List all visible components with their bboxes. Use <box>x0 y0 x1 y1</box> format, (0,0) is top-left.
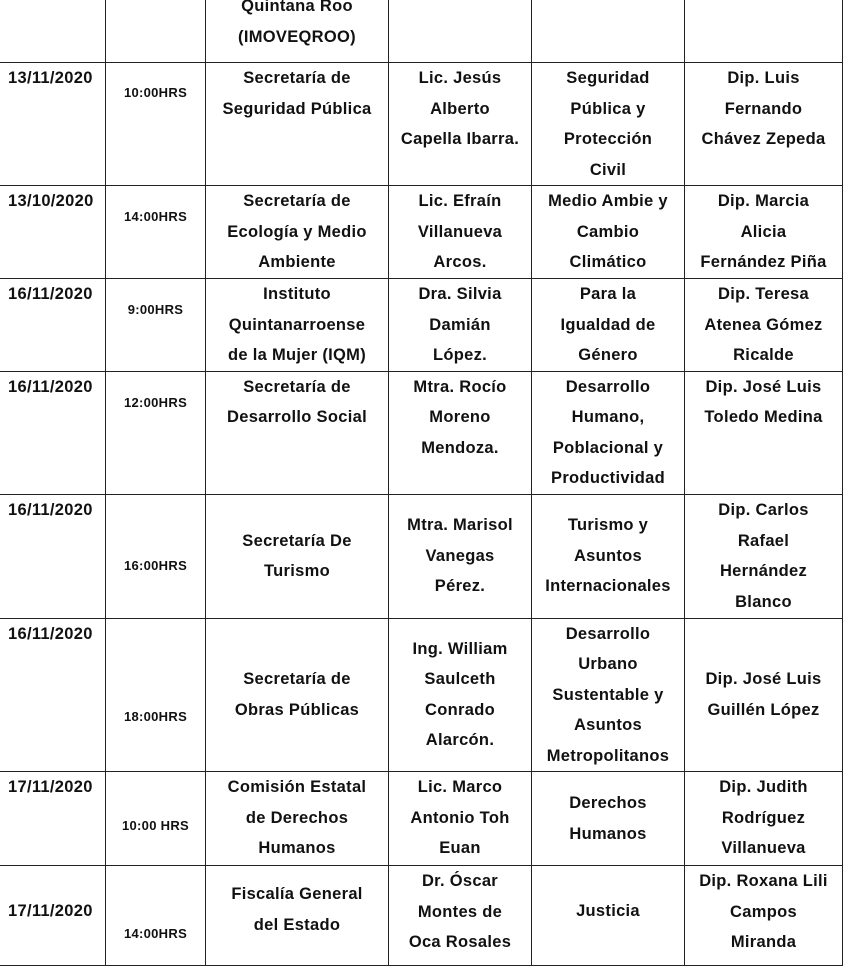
table-row <box>0 494 843 618</box>
table-row <box>0 279 843 372</box>
deputy-line: Atenea Gómez <box>704 315 823 334</box>
time-cell <box>106 279 206 372</box>
official-line: Vanegas <box>425 546 495 565</box>
commission-line: Sustentable y <box>552 685 664 704</box>
official-line: Antonio Toh <box>410 808 510 827</box>
dependency-line: Obras Públicas <box>234 700 360 719</box>
dependency-line: Quintana Roo <box>241 0 353 15</box>
date-cell: 16/11/2020 <box>0 618 106 772</box>
date-cell: 17/11/2020 <box>0 772 106 866</box>
deputy-line: Dip. Luis <box>727 69 800 87</box>
commission-line: Desarrollo <box>565 377 651 396</box>
deputy-line: Alicia <box>740 222 787 241</box>
deputy-line: Dip. José Luis <box>705 670 822 689</box>
commission-line: Protección <box>563 130 653 148</box>
deputy-line: Ricalde <box>733 346 794 364</box>
date-text: 17/11/2020 <box>8 902 93 920</box>
time-cell <box>106 866 206 966</box>
commission-line: Metropolitanos <box>546 746 670 765</box>
dependency-cell <box>206 494 389 618</box>
commission-cell <box>532 494 685 618</box>
commission-line: Igualdad de <box>560 315 656 334</box>
dependency-line: Ecología y Medio <box>227 222 367 241</box>
commission-line: Justicia <box>576 902 640 920</box>
date-cell <box>0 866 106 966</box>
commission-line: Asuntos <box>573 546 643 565</box>
official-cell <box>389 866 532 966</box>
official-line: Lic. Efraín <box>418 192 502 210</box>
deputy-cell <box>685 186 843 279</box>
official-line: Villanueva <box>417 222 503 241</box>
official-line: Arcos. <box>433 253 487 271</box>
dependency-cell <box>206 371 389 494</box>
date-cell: 13/10/2020 <box>0 186 106 279</box>
time-cell <box>106 494 206 618</box>
dependency-cell <box>206 772 389 866</box>
commission-line: Poblacional y <box>552 438 664 457</box>
commission-line: Humanos <box>569 824 647 843</box>
table-row <box>0 772 843 866</box>
deputy-line: Villanueva <box>721 839 806 857</box>
deputy-line: Dip. Carlos <box>718 501 809 519</box>
dependency-cell <box>206 866 389 966</box>
dependency-line: de Derechos <box>245 808 349 827</box>
deputy-line: Rodríguez <box>721 808 806 827</box>
commission-line: Urbano <box>578 655 638 673</box>
commission-cell <box>532 279 685 372</box>
deputy-line: Dip. Marcia <box>717 192 810 210</box>
commission-line: Climático <box>569 253 647 271</box>
dependency-line: de la Mujer (IQM) <box>227 346 367 364</box>
commission-cell <box>532 186 685 279</box>
commission-line: Asuntos <box>573 716 643 734</box>
official-line: Lic. Marco <box>417 778 503 796</box>
date-cell <box>0 0 106 63</box>
official-cell <box>389 371 532 494</box>
commission-cell <box>532 618 685 772</box>
official-line: López. <box>432 346 488 364</box>
official-line: Mendoza. <box>421 438 499 457</box>
time-cell <box>106 772 206 866</box>
dependency-cell <box>206 0 389 63</box>
official-line: Mtra. Marisol <box>407 516 513 535</box>
dependency-line: Quintanarroense <box>228 315 366 334</box>
commission-cell <box>532 772 685 866</box>
official-cell <box>389 0 532 63</box>
official-cell <box>389 63 532 186</box>
time-text: 12:00HRS <box>123 394 188 410</box>
official-line: Oca Rosales <box>408 933 512 951</box>
official-line: Mtra. Rocío <box>413 377 507 396</box>
official-line: Montes de <box>417 902 503 921</box>
deputy-line: Miranda <box>730 933 797 951</box>
deputy-line: Dip. Judith <box>719 778 808 796</box>
dependency-line: Desarrollo Social <box>227 408 367 426</box>
table-row <box>0 618 843 772</box>
dependency-cell <box>206 63 389 186</box>
commission-line: Seguridad <box>566 69 650 87</box>
table-row <box>0 63 843 186</box>
dependency-line: Instituto <box>263 285 331 303</box>
commission-line: Medio Ambie y <box>548 192 668 210</box>
official-line: Damián <box>429 315 491 334</box>
deputy-line: Fernando <box>724 99 803 118</box>
official-cell <box>389 494 532 618</box>
deputy-line: Hernández <box>719 562 808 580</box>
official-cell <box>389 186 532 279</box>
time-text: 10:00HRS <box>123 85 188 100</box>
commission-line: Género <box>578 346 638 364</box>
dependency-line: Secretaría de <box>243 69 351 87</box>
dependency-line: Secretaría De <box>242 531 352 550</box>
dependency-line: Seguridad Pública <box>222 99 372 118</box>
time-text: 16:00HRS <box>123 557 188 573</box>
commission-line: Productividad <box>551 469 665 487</box>
deputy-cell <box>685 618 843 772</box>
commission-line: Civil <box>589 160 627 179</box>
deputy-line: Guillén López <box>707 700 820 719</box>
dependency-line: Turismo <box>264 562 330 580</box>
official-line: Saulceth <box>424 670 496 689</box>
dependency-line: Humanos <box>258 839 336 857</box>
dependency-line: del Estado <box>253 915 341 934</box>
date-cell: 16/11/2020 <box>0 494 106 618</box>
time-text: 10:00 HRS <box>121 818 189 833</box>
date-cell: 13/11/2020 <box>0 63 106 186</box>
table-row <box>0 186 843 279</box>
deputy-cell <box>685 772 843 866</box>
dependency-line: (IMOVEQROO) <box>238 27 356 46</box>
table-row <box>0 866 843 966</box>
official-line: Capella Ibarra. <box>400 130 520 148</box>
commission-cell <box>532 866 685 966</box>
commission-line: Para la <box>579 285 637 303</box>
time-cell <box>106 63 206 186</box>
time-text: 18:00HRS <box>123 708 188 724</box>
official-line: Dr. Óscar <box>421 872 499 890</box>
time-text: 14:00HRS <box>123 209 188 224</box>
commission-line: Internacionales <box>545 577 671 596</box>
official-line: Conrado <box>425 700 495 719</box>
commission-line: Humano, <box>571 408 645 426</box>
deputy-line: Chávez Zepeda <box>701 130 826 148</box>
deputy-line: Blanco <box>735 592 792 611</box>
time-text: 9:00HRS <box>127 302 184 317</box>
deputy-line: Dip. José Luis <box>705 377 822 396</box>
commission-line: Desarrollo <box>565 624 651 643</box>
commission-line: Cambio <box>576 222 640 241</box>
date-cell: 16/11/2020 <box>0 371 106 494</box>
official-cell <box>389 618 532 772</box>
dependency-cell <box>206 618 389 772</box>
commission-line: Pública y <box>570 99 646 118</box>
dependency-line: Comisión Estatal <box>227 778 367 796</box>
official-cell <box>389 772 532 866</box>
deputy-cell <box>685 371 843 494</box>
official-line: Moreno <box>429 408 491 426</box>
time-cell <box>106 371 206 494</box>
table-row <box>0 0 843 63</box>
dependency-line: Secretaría de <box>243 377 351 396</box>
dependency-line: Secretaría de <box>243 192 351 210</box>
dependency-cell <box>206 186 389 279</box>
time-text: 14:00HRS <box>123 926 188 941</box>
dependency-line: Secretaría de <box>243 670 351 689</box>
table-row <box>0 371 843 494</box>
dependency-cell <box>206 279 389 372</box>
deputy-line: Dip. Teresa <box>717 285 810 303</box>
dependency-line: Ambiente <box>258 253 336 271</box>
deputy-cell <box>685 0 843 63</box>
official-line: Lic. Jesús <box>418 69 502 87</box>
deputy-cell <box>685 494 843 618</box>
deputy-line: Rafael <box>737 531 790 550</box>
official-line: Alberto <box>430 99 490 118</box>
deputy-line: Toledo Medina <box>704 408 823 426</box>
time-cell <box>106 0 206 63</box>
deputy-cell <box>685 279 843 372</box>
time-cell <box>106 186 206 279</box>
deputy-cell <box>685 63 843 186</box>
deputy-line: Dip. Roxana Lili <box>699 872 828 890</box>
official-line: Pérez. <box>434 577 486 596</box>
official-line: Alarcón. <box>425 731 495 750</box>
official-line: Ing. William <box>412 639 508 658</box>
commission-cell <box>532 371 685 494</box>
commission-cell <box>532 63 685 186</box>
time-cell <box>106 618 206 772</box>
dependency-line: Fiscalía General <box>231 885 363 903</box>
commission-line: Derechos <box>569 794 647 812</box>
deputy-cell <box>685 866 843 966</box>
official-cell <box>389 279 532 372</box>
deputy-line: Campos <box>730 902 797 921</box>
date-cell: 16/11/2020 <box>0 279 106 372</box>
commission-line: Turismo y <box>567 516 649 535</box>
commission-cell <box>532 0 685 63</box>
official-line: Dra. Silvia <box>418 285 502 303</box>
deputy-line: Fernández Piña <box>700 253 827 271</box>
official-line: Euan <box>439 839 481 857</box>
